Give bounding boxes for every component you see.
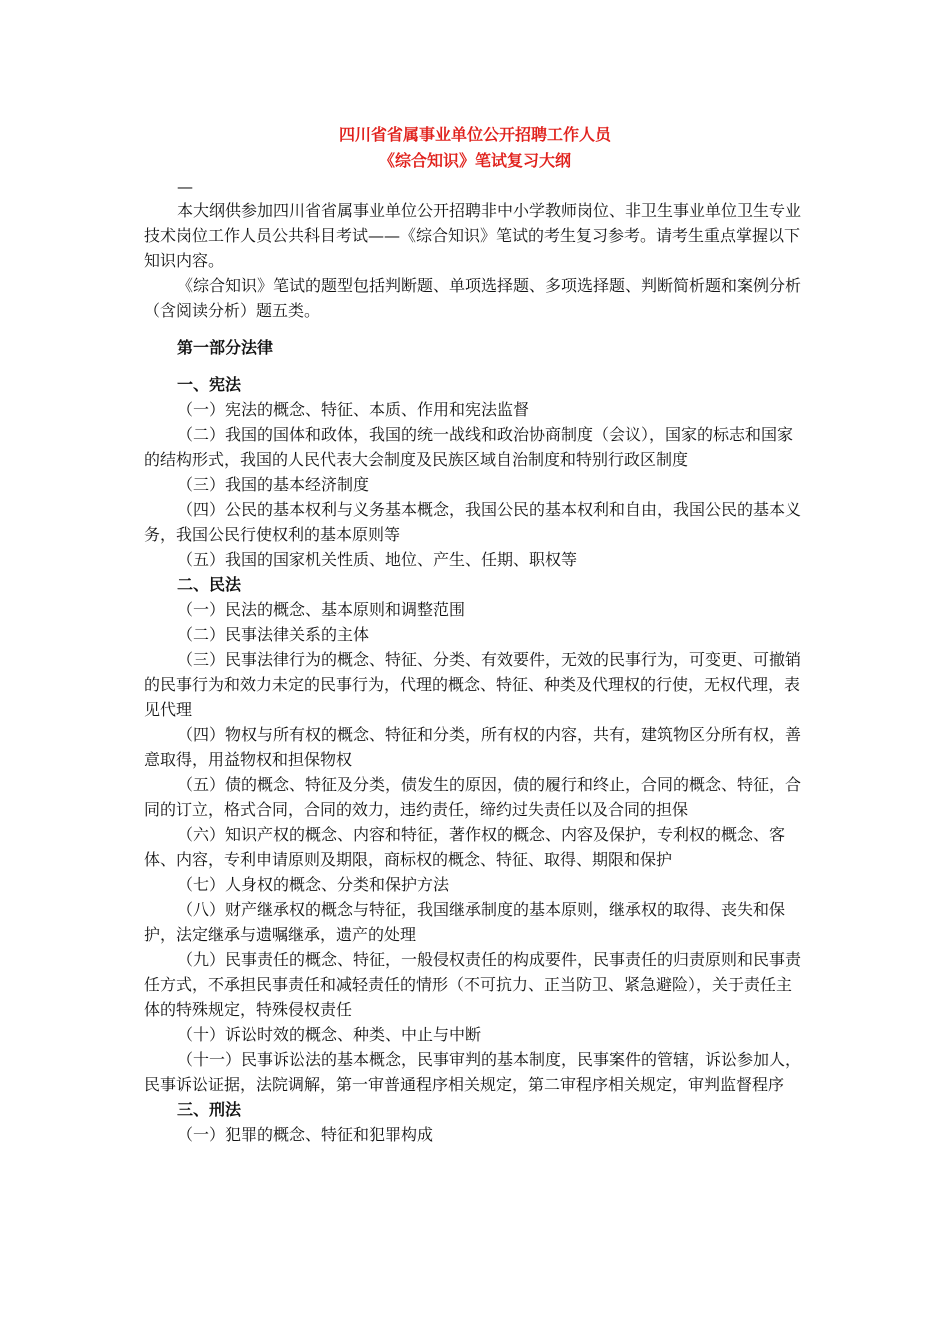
section-title-constitution: 一、宪法 [177,375,242,394]
list-item: （三）我国的基本经济制度 [177,475,370,494]
list-item: （二）民事法律关系的主体 [177,625,370,644]
list-item: （二）我国的国体和政体，我国的统一战线和政治协商制度（会议），国家的标志和国家的结构形式，我国的人民代表大会制度及民族区域自治制度和特别行政区制度 [144,425,794,469]
list-item: （四）公民的基本权利与义务基本概念，我国公民的基本权利和自由，我国公民的基本义务，我国公民行使权利的基本原则等 [144,500,802,544]
list-item: （十一）民事诉讼法的基本概念，民事审判的基本制度，民事案件的管辖，诉讼参加人，民事诉讼证据，法院调解，第一审普通程序相关规定，第二审程序相关规定，审判监督程序 [144,1050,802,1094]
list-item: （十）诉讼时效的概念、种类、中止与中断 [177,1025,482,1044]
part-title-law: 第一部分法律 [177,338,274,357]
list-item: （九）民事责任的概念、特征，一般侵权责任的构成要件，民事责任的归责原则和民事责任方式，不承担民事责任和减轻责任的情形（不可抗力、正当防卫、紧急避险），关于责任主体的特殊规定，特殊侵权责任 [144,950,802,1019]
intro-paragraph-1: 本大纲供参加四川省省属事业单位公开招聘非中小学教师岗位、非卫生事业单位卫生专业技术岗位工作人员公共科目考试——《综合知识》笔试的考生复习参考。请考生重点掌握以下知识内容。 [144,201,802,270]
list-item: （一）犯罪的概念、特征和犯罪构成 [177,1125,434,1144]
section-title-civil-law: 二、民法 [177,575,242,594]
list-item: （一）宪法的概念、特征、本质、作用和宪法监督 [177,400,530,419]
section-title-criminal-law: 三、刑法 [177,1100,242,1119]
document-title-line2: 《综合知识》笔试复习大纲 [378,151,571,170]
document-page [144,122,806,1147]
list-item: （八）财产继承权的概念与特征，我国继承制度的基本原则，继承权的取得、丧失和保护，法定继承与遗嘱继承，遗产的处理 [144,900,786,944]
list-item: （三）民事法律行为的概念、特征、分类、有效要件，无效的民事行为，可变更、可撤销的民事行为和效力未定的民事行为，代理的概念、特征、种类及代理权的行使，无权代理，表见代理 [144,650,802,719]
list-item: （五）债的概念、特征及分类，债发生的原因，债的履行和终止，合同的概念、特征，合同的订立，格式合同，合同的效力，违约责任，缔约过失责任以及合同的担保 [144,775,802,819]
document-title-line1: 四川省省属事业单位公开招聘工作人员 [338,125,611,144]
list-item: （一）民法的概念、基本原则和调整范围 [177,600,466,619]
list-item: （七）人身权的概念、分类和保护方法 [177,875,450,894]
title-dash: — [177,177,193,196]
intro-paragraph-2: 《综合知识》笔试的题型包括判断题、单项选择题、多项选择题、判断简析题和案例分析（含阅读分析）题五类。 [144,276,802,320]
list-item: （四）物权与所有权的概念、特征和分类，所有权的内容，共有，建筑物区分所有权，善意取得，用益物权和担保物权 [144,725,802,769]
list-item: （六）知识产权的概念、内容和特征，著作权的概念、内容及保护，专利权的概念、客体、内容，专利申请原则及期限，商标权的概念、特征、取得、期限和保护 [144,825,786,869]
list-item: （五）我国的国家机关性质、地位、产生、任期、职权等 [177,550,578,569]
